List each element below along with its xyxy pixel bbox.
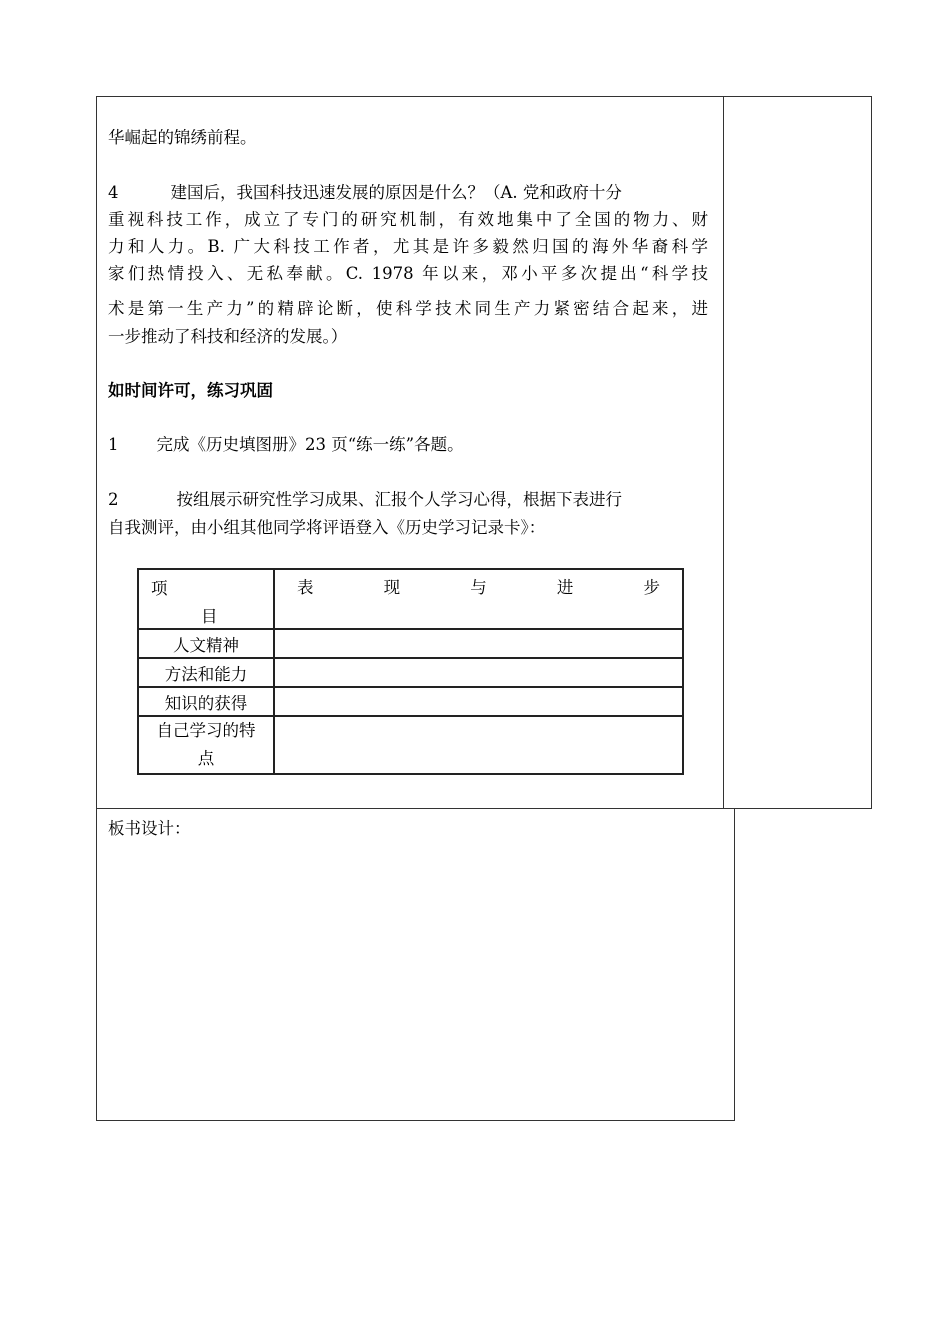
question-4-line-3: 力和人力。B. 广大科技工作者，尤其是许多毅然归国的海外华裔科学 — [108, 237, 708, 256]
self-evaluation-table — [137, 568, 684, 775]
row-label-line-1: 自己学习的特 — [156, 721, 256, 740]
question-4-first-line — [108, 182, 622, 204]
header-char: 步 — [643, 578, 660, 597]
practice-item-1-text: 完成《历史填图册》23 页“练一练”各题。 — [156, 435, 464, 454]
practice-item-1 — [108, 434, 464, 456]
question-4-line-4: 家们热情投入、无私奉献。C. 1978 年以来，邓小平多次提出“科学技 — [108, 264, 708, 283]
table-row — [138, 629, 683, 658]
header-char: 表 — [297, 578, 314, 597]
practice-item-2-line-1: 按组展示研究性学习成果、汇报个人学习心得，根据下表进行 — [176, 490, 622, 509]
table-row — [138, 658, 683, 687]
row-label-multiline — [138, 716, 274, 774]
table-row — [138, 687, 683, 716]
header-item-char-2: 目 — [201, 607, 218, 626]
header-performance-cell — [274, 569, 683, 629]
practice-item-2 — [108, 489, 622, 511]
row-label: 方法和能力 — [138, 658, 274, 687]
question-4-number: 4 — [108, 183, 119, 202]
table-row — [138, 716, 683, 774]
header-char: 现 — [383, 578, 401, 597]
header-item-char-1: 项 — [151, 579, 168, 598]
question-4-line-2: 重视科技工作，成立了专门的研究机制，有效地集中了全国的物力、财 — [108, 210, 708, 229]
board-design-label: 板书设计： — [108, 819, 191, 838]
question-4-line-1: 建国后，我国科技迅速发展的原因是什么？（A. 党和政府十分 — [170, 183, 622, 202]
row-label: 人文精神 — [138, 629, 274, 658]
row-value-cell — [274, 687, 683, 716]
board-design-box — [96, 808, 735, 1121]
row-value-cell — [274, 716, 683, 774]
row-label-line-2: 点 — [197, 749, 215, 768]
practice-item-1-number: 1 — [108, 435, 119, 454]
practice-item-2-number: 2 — [108, 490, 119, 509]
question-4-line-6: 一步推动了科技和经济的发展。） — [108, 327, 348, 346]
table-header-row — [138, 569, 683, 629]
header-item-cell — [138, 569, 274, 629]
row-value-cell — [274, 658, 683, 687]
paragraph-continuation: 华崛起的锦绣前程。 — [108, 128, 257, 147]
question-4-line-5: 术是第一生产力”的精辟论断，使科学技术同生产力紧密结合起来，进 — [108, 299, 708, 318]
row-value-cell — [274, 629, 683, 658]
notes-column-divider — [723, 96, 724, 809]
header-char: 进 — [556, 578, 574, 597]
row-label: 知识的获得 — [138, 687, 274, 716]
practice-heading: 如时间许可，练习巩固 — [108, 381, 273, 400]
header-char: 与 — [470, 578, 487, 597]
practice-item-2-line-2: 自我测评，由小组其他同学将评语登入《历史学习记录卡》： — [108, 518, 546, 537]
